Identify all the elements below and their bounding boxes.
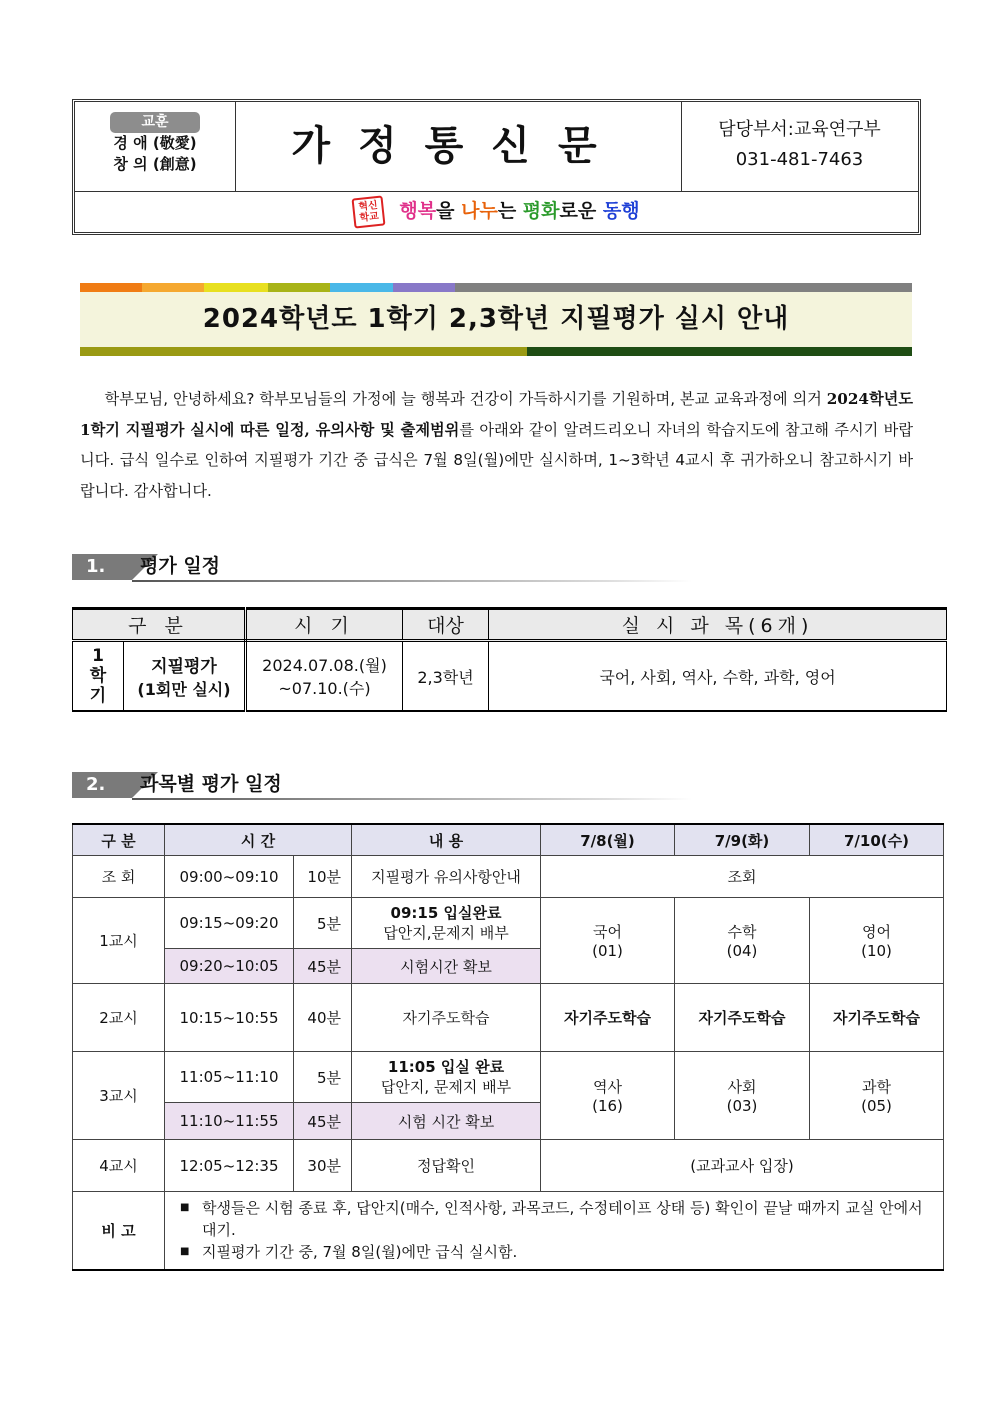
newsletter-title: 가정통신문 — [235, 102, 682, 191]
content-cell: 지필평가 유의사항안내 — [352, 856, 541, 898]
content-cell: 시험 시간 확보 — [352, 1103, 541, 1140]
title-banner — [80, 283, 912, 356]
subject-cell: 자기주도학습 — [810, 984, 944, 1052]
department-info — [681, 102, 918, 191]
color-stripe — [330, 283, 393, 292]
table-row — [73, 641, 947, 712]
section-underline — [132, 798, 692, 800]
note-cell — [165, 1192, 944, 1270]
section-number: 1. — [72, 554, 132, 580]
duration-cell: 5분 — [294, 1052, 352, 1103]
table-header-row — [73, 609, 947, 641]
column-header: 실 시 과 목(6개) — [489, 609, 947, 641]
semester-cell: 1 학 기 — [73, 641, 124, 712]
table-row — [73, 856, 944, 898]
period-label: 2교시 — [73, 984, 165, 1052]
subject-cell — [675, 898, 810, 984]
table-row — [73, 898, 944, 949]
note-label: 비 고 — [73, 1192, 165, 1270]
content-line: 답안지,문제지 배부 — [383, 924, 509, 942]
department-phone: 031-481-7463 — [735, 149, 864, 170]
subject-cell: 자기주도학습 — [541, 984, 675, 1052]
duration-cell: 45분 — [294, 1103, 352, 1140]
subject-name: 과학 — [862, 1078, 891, 1096]
time-cell: 11:05~11:10 — [165, 1052, 294, 1103]
newsletter-header — [72, 99, 921, 235]
subject-name: 사회 — [727, 1078, 757, 1096]
duration-cell: 10분 — [294, 856, 352, 898]
intro-text: 학부모님, 안녕하세요? 학부모님들의 가정에 늘 행복과 건강이 가득하시기를 기원하며, 본교 교육과정에 의거 — [104, 390, 827, 408]
bottom-bar-segment — [527, 347, 912, 356]
column-header: 대상 — [403, 609, 489, 641]
content-line: 답안지, 문제지 배부 — [380, 1078, 512, 1096]
subject-name: 수학 — [727, 923, 757, 941]
period-label: 3교시 — [73, 1052, 165, 1140]
color-stripe — [142, 283, 204, 292]
subject-cell — [541, 1052, 675, 1140]
section-1-header — [72, 552, 692, 582]
column-header: 7/10(수) — [810, 824, 944, 856]
bottom-bar-segment — [80, 347, 527, 356]
intro-bold-text: 2024학년도 1학기 지필평가 실시에 따른 일정, 유의사항 및 출제범위 — [80, 390, 913, 439]
all-days-cell: 조회 — [541, 856, 944, 898]
content-cell: 시험시간 확보 — [352, 949, 541, 984]
exam-type-note: (1회만 실시) — [137, 680, 231, 699]
column-header: 구 분 — [73, 609, 246, 641]
column-header: 시 기 — [246, 609, 403, 641]
slogan-word: 행복 — [399, 200, 437, 222]
subject-code: (10) — [861, 942, 892, 960]
subject-code: (01) — [592, 942, 623, 960]
color-stripe — [204, 283, 268, 292]
exam-period-start: 2024.07.08.(월) — [262, 656, 387, 675]
motto-line-1: 경 애 (敬愛) — [113, 134, 197, 152]
content-cell — [352, 1052, 541, 1103]
time-cell: 10:15~10:55 — [165, 984, 294, 1052]
department-name: 담당부서:교육연구부 — [718, 119, 881, 140]
duration-cell: 40분 — [294, 984, 352, 1052]
motto-badge: 교훈 — [110, 112, 200, 133]
subject-code: (16) — [592, 1097, 623, 1115]
color-stripe — [393, 283, 455, 292]
duration-cell: 45분 — [294, 949, 352, 984]
subject-name: 역사 — [593, 1078, 622, 1096]
content-cell: 정답확인 — [352, 1140, 541, 1192]
column-header: 시 간 — [165, 824, 352, 856]
column-header: 7/8(월) — [541, 824, 675, 856]
section-title: 평가 일정 — [140, 555, 221, 577]
note-item: ■ 지필평가 기간 중, 7월 8일(월)에만 급식 실시함. — [202, 1241, 942, 1263]
period-label: 조 회 — [73, 856, 165, 898]
exam-period-cell — [246, 641, 403, 712]
subject-cell — [810, 1052, 944, 1140]
header-top-row — [75, 102, 918, 192]
table-row — [73, 1192, 944, 1270]
period-label: 4교시 — [73, 1140, 165, 1192]
table-header-row — [73, 824, 944, 856]
subject-code: (03) — [726, 1097, 758, 1115]
section-underline — [132, 580, 692, 582]
section-title: 과목별 평가 일정 — [140, 773, 282, 795]
subject-name: 국어 — [593, 923, 622, 941]
slogan-word: 는 — [497, 200, 523, 222]
column-header: 내 용 — [352, 824, 541, 856]
all-days-cell: (교과교사 입장) — [541, 1140, 944, 1192]
intro-paragraph — [80, 384, 913, 506]
column-header: 구 분 — [73, 824, 165, 856]
table-row — [73, 984, 944, 1052]
subjects-cell: 국어, 사회, 역사, 수학, 과학, 영어 — [489, 641, 947, 712]
slogan-word: 로운 — [559, 200, 603, 222]
color-stripe — [80, 283, 142, 292]
color-stripe — [455, 283, 912, 292]
intro-text: 를 아래와 같이 알려드리오니 자녀의 학습지도에 참고해 주시기 바랍니다. 급식 일수로 인하여 지필평가 기간 중 급식은 7월 8일(월)에만 실시하며, 1~3학년 4교시 후 귀가하오니 참고하시기 바랍니다. 감사합니다. — [80, 420, 913, 500]
motto-line-2: 창 의 (創意) — [113, 155, 197, 173]
duration-cell: 5분 — [294, 898, 352, 949]
time-cell: 11:10~11:55 — [165, 1103, 294, 1140]
time-cell: 09:15~09:20 — [165, 898, 294, 949]
subject-cell: 자기주도학습 — [675, 984, 810, 1052]
period-label: 1교시 — [73, 898, 165, 984]
subject-cell — [675, 1052, 810, 1140]
target-grade-cell: 2,3학년 — [403, 641, 489, 712]
subject-cell — [541, 898, 675, 984]
section-2-header — [72, 770, 692, 800]
subject-code: (05) — [861, 1097, 892, 1115]
exam-type-cell — [124, 641, 246, 712]
color-stripe — [268, 283, 330, 292]
exam-type: 지필평가 — [151, 657, 217, 677]
content-cell: 자기주도학습 — [352, 984, 541, 1052]
document-title: 2024학년도 1학기 2,3학년 지필평가 실시 안내 — [80, 292, 912, 347]
column-header: 7/9(화) — [675, 824, 810, 856]
time-cell: 09:20~10:05 — [165, 949, 294, 984]
exam-period-end: ~07.10.(수) — [278, 679, 371, 698]
duration-cell: 30분 — [294, 1140, 352, 1192]
time-cell: 09:00~09:10 — [165, 856, 294, 898]
content-line: 11:05 입실 완료 — [387, 1058, 505, 1076]
note-list — [166, 1197, 942, 1263]
subject-cell — [810, 898, 944, 984]
subject-name: 영어 — [862, 923, 891, 941]
slogan-word: 을 — [436, 200, 462, 222]
school-motto — [75, 102, 236, 191]
subject-code: (04) — [726, 942, 758, 960]
content-cell — [352, 898, 541, 949]
table-row — [73, 1140, 944, 1192]
note-item: ■ 학생들은 시험 종료 후, 답안지(매수, 인적사항, 과목코드, 수정테이프 상태 등) 확인이 끝날 때까지 교실 안에서 대기. — [202, 1197, 942, 1241]
color-stripes — [80, 283, 912, 292]
time-cell: 12:05~12:35 — [165, 1140, 294, 1192]
slogan-word: 나누 — [461, 200, 498, 222]
content-line: 09:15 입실완료 — [390, 904, 502, 922]
innovation-school-stamp-icon: 혁신 학교 — [352, 195, 386, 228]
slogan-word: 동행 — [602, 200, 640, 222]
banner-bottom-bar — [80, 347, 912, 356]
subject-schedule-table — [72, 823, 944, 1271]
table-row — [73, 1052, 944, 1103]
slogan-word: 평화 — [522, 200, 560, 222]
section-number: 2. — [72, 772, 132, 798]
exam-overview-table — [72, 607, 947, 712]
school-slogan — [75, 191, 918, 232]
